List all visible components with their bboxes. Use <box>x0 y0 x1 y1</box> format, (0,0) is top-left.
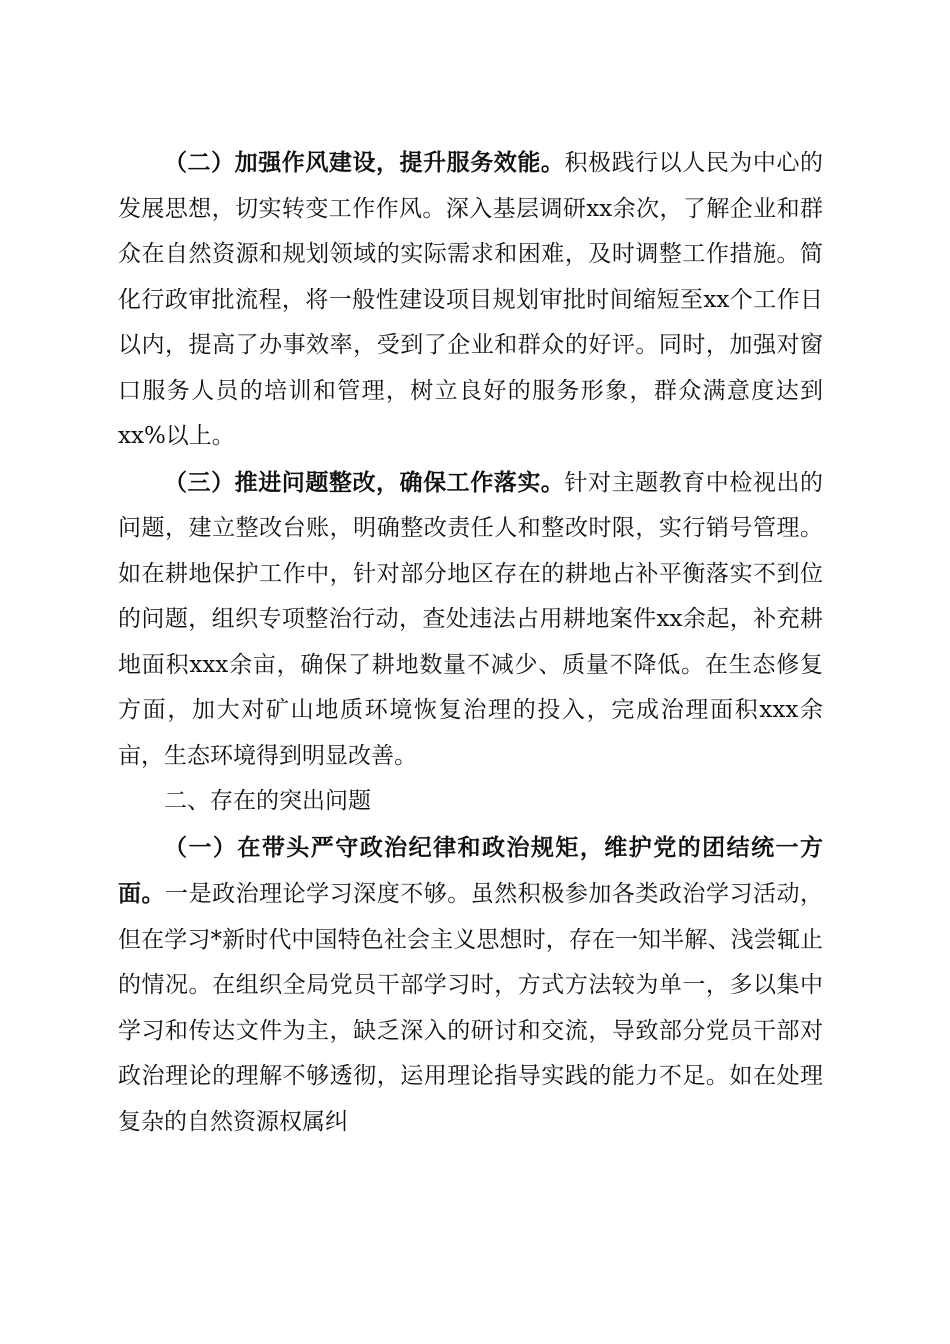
paragraph-lead: （三）推进问题整改，确保工作落实。 <box>164 468 565 496</box>
paragraph-service-efficiency <box>118 140 823 460</box>
paragraph-lead: （一）在带头严守政治纪律和政治规矩，维护党的团结统一方面。 <box>118 833 823 907</box>
paragraph-rectification <box>118 460 823 780</box>
paragraph-political-discipline <box>118 825 823 1146</box>
section-heading-problems: 二、存在的突出问题 <box>164 788 371 814</box>
document-page <box>118 140 823 1145</box>
paragraph-body: 积极践行以人民为中心的发展思想，切实转变工作作风。深入基层调研xx余次，了解企业和群众在自然资源和规划领域的实际需求和困难，及时调整工作措施。简化行政审批流程，将一般性建设项目规划审批时间缩短至xx个工作日以内，提高了办事效率，受到了企业和群众的好评。同时，加强对窗口服务人员的培训和管理，树立良好的服务形象，群众满意度达到xx%以上。 <box>118 150 824 449</box>
paragraph-body: 一是政治理论学习深度不够。虽然积极参加各类政治学习活动，但在学习*新时代中国特色社会主义思想时，存在一知半解、浅尝辄止的情况。在组织全局党员干部学习时，方式方法较为单一，多以集中学习和传达文件为主，缺乏深入的研讨和交流，导致部分党员干部对政治理论的理解不够透彻，运用理论指导实践的能力不足。如在处理复杂的自然资源权属纠 <box>118 881 824 1135</box>
paragraph-lead: （二）加强作风建设，提升服务效能。 <box>164 149 565 176</box>
paragraph-body: 针对主题教育中检视出的问题，建立整改台账，明确整改责任人和整改时限，实行销号管理。如在耕地保护工作中，针对部分地区存在的耕地占补平衡落实不到位的问题，组织专项整治行动，查处违法占用耕地案件xx余起，补充耕地面积xxx余亩，确保了耕地数量不减少、质量不降低。在生态修复方面，加大对矿山地质环境恢复治理的投入，完成治理面积xxx余亩，生态环境得到明显改善。 <box>118 469 824 769</box>
